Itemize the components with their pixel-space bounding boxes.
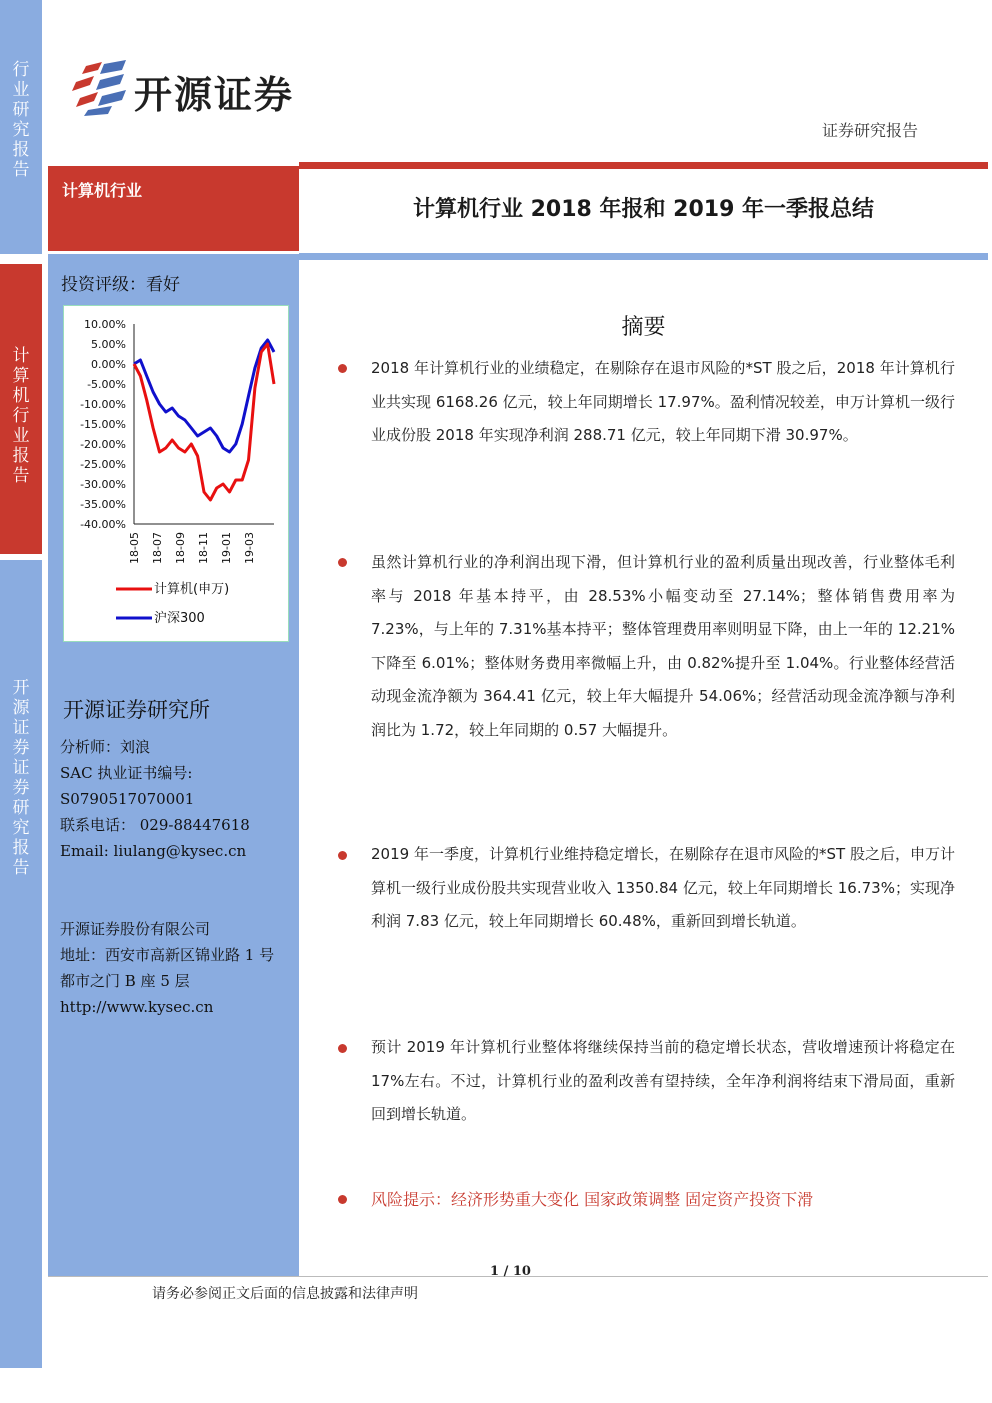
institute-name: 开源证券研究所	[63, 698, 210, 722]
header-red-rule	[299, 162, 988, 169]
y-tick-label: -35.00%	[80, 498, 126, 511]
y-tick-label: -10.00%	[80, 398, 126, 411]
x-tick-label: 19-03	[243, 532, 256, 564]
left-tab-securities-report	[0, 560, 42, 1368]
y-tick-label: 5.00%	[91, 338, 126, 351]
legal-disclaimer: 请务必参阅正文后面的信息披露和法律声明	[152, 1286, 418, 1302]
brand-logo-icon	[72, 60, 128, 116]
legend-label: 沪深300	[154, 611, 205, 626]
header-blue-rule	[299, 253, 988, 260]
left-tab-label: 开源证券证券研究报告	[12, 678, 30, 878]
report-type-label: 证券研究报告	[821, 121, 918, 140]
bullet-icon	[338, 1044, 347, 1053]
brand-name: 开源证券	[134, 73, 295, 117]
left-tab-label: 行业研究报告	[12, 60, 30, 180]
left-tab-industry-report	[0, 0, 42, 254]
left-tab-computer-report	[0, 264, 42, 554]
x-tick-label: 18-11	[197, 532, 210, 564]
company-address-line1: 地址：西安市高新区锦业路 1 号	[60, 946, 275, 964]
summary-paragraph: 2019 年一季度，计算机行业维持稳定增长，在剔除存在退市风险的*ST 股之后，申万计算机一级行业成份股共实现营业收入 1350.84 亿元，较上年同期增长 16.73%；实现净利润 7.83 亿元，较上年同期增长 60.48%，重新回到增长轨道。	[371, 845, 955, 930]
y-tick-label: -20.00%	[80, 438, 126, 451]
summary-title: 摘要	[621, 315, 666, 340]
series-line-0	[134, 344, 274, 500]
legend-label: 计算机(申万)	[154, 582, 230, 597]
chart-svg	[64, 306, 288, 641]
bullet-icon	[338, 851, 347, 860]
company-website-link[interactable]: http://www.kysec.cn	[60, 998, 214, 1016]
y-tick-label: 10.00%	[84, 318, 126, 331]
analyst-phone: 联系电话： 029-88447618	[60, 816, 250, 834]
analyst-cert-label: SAC 执业证书编号:	[60, 764, 193, 782]
summary-paragraph: 预计 2019 年计算机行业整体将继续保持当前的稳定增长状态，营收增速预计将稳定在 17%左右。不过，计算机行业的盈利改善有望持续，全年净利润将结束下滑局面，重新回到增长轨道。	[371, 1038, 955, 1123]
x-tick-label: 18-09	[174, 532, 187, 564]
investment-rating: 投资评级：看好	[61, 275, 180, 295]
y-tick-label: -5.00%	[87, 378, 126, 391]
left-tab-label: 计算机行业报告	[12, 346, 30, 486]
y-tick-label: -30.00%	[80, 478, 126, 491]
company-name: 开源证券股份有限公司	[60, 920, 211, 938]
y-tick-label: -40.00%	[80, 518, 126, 531]
x-tick-label: 19-01	[220, 532, 233, 564]
company-address-line2: 都市之门 B 座 5 层	[60, 972, 190, 990]
performance-chart	[63, 305, 289, 642]
analyst-name: 分析师：刘浪	[60, 738, 151, 756]
report-title: 计算机行业 2018 年报和 2019 年一季报总结	[412, 197, 875, 222]
page-number: 1 / 10	[490, 1264, 531, 1279]
industry-label: 计算机行业	[62, 181, 143, 200]
bullet-icon	[338, 1195, 347, 1204]
x-tick-label: 18-05	[128, 532, 141, 564]
y-tick-label: 0.00%	[91, 358, 126, 371]
y-tick-label: -15.00%	[80, 418, 126, 431]
bullet-icon	[338, 558, 347, 567]
x-tick-label: 18-07	[151, 532, 164, 564]
risk-warning: 风险提示：经济形势重大变化 国家政策调整 固定资产投资下滑	[371, 1190, 814, 1209]
bullet-icon	[338, 364, 347, 373]
summary-paragraph: 2018 年计算机行业的业绩稳定，在剔除存在退市风险的*ST 股之后，2018 年计算机行业共实现 6168.26 亿元，较上年同期增长 17.97%。盈利情况较差，申万计算机一级行业成份股 2018 年实现净利润 288.71 亿元，较上年同期下滑 30.97%。	[371, 359, 955, 444]
summary-paragraph: 虽然计算机行业的净利润出现下滑，但计算机行业的盈利质量出现改善，行业整体毛利率与 2018 年基本持平，由 28.53%小幅变动至 27.14%；整体销售费用率为 7.23%，与上年的 7.31%基本持平；整体管理费用率则明显下降，由上一年的 12.21%下降至 6.01%；整体财务费用率微幅上升，由 0.82%提升至 1.04%。行业整体经营活动现金流净额为 364.41 亿元，较上年大幅提升 54.06%；经营活动现金流净额与净利润比为 1.72，较上年同期的 0.57 大幅提升。	[371, 553, 955, 739]
analyst-cert-number: S0790517070001	[60, 790, 195, 808]
y-tick-label: -25.00%	[80, 458, 126, 471]
analyst-email[interactable]: Email: liulang@kysec.cn	[60, 842, 247, 860]
